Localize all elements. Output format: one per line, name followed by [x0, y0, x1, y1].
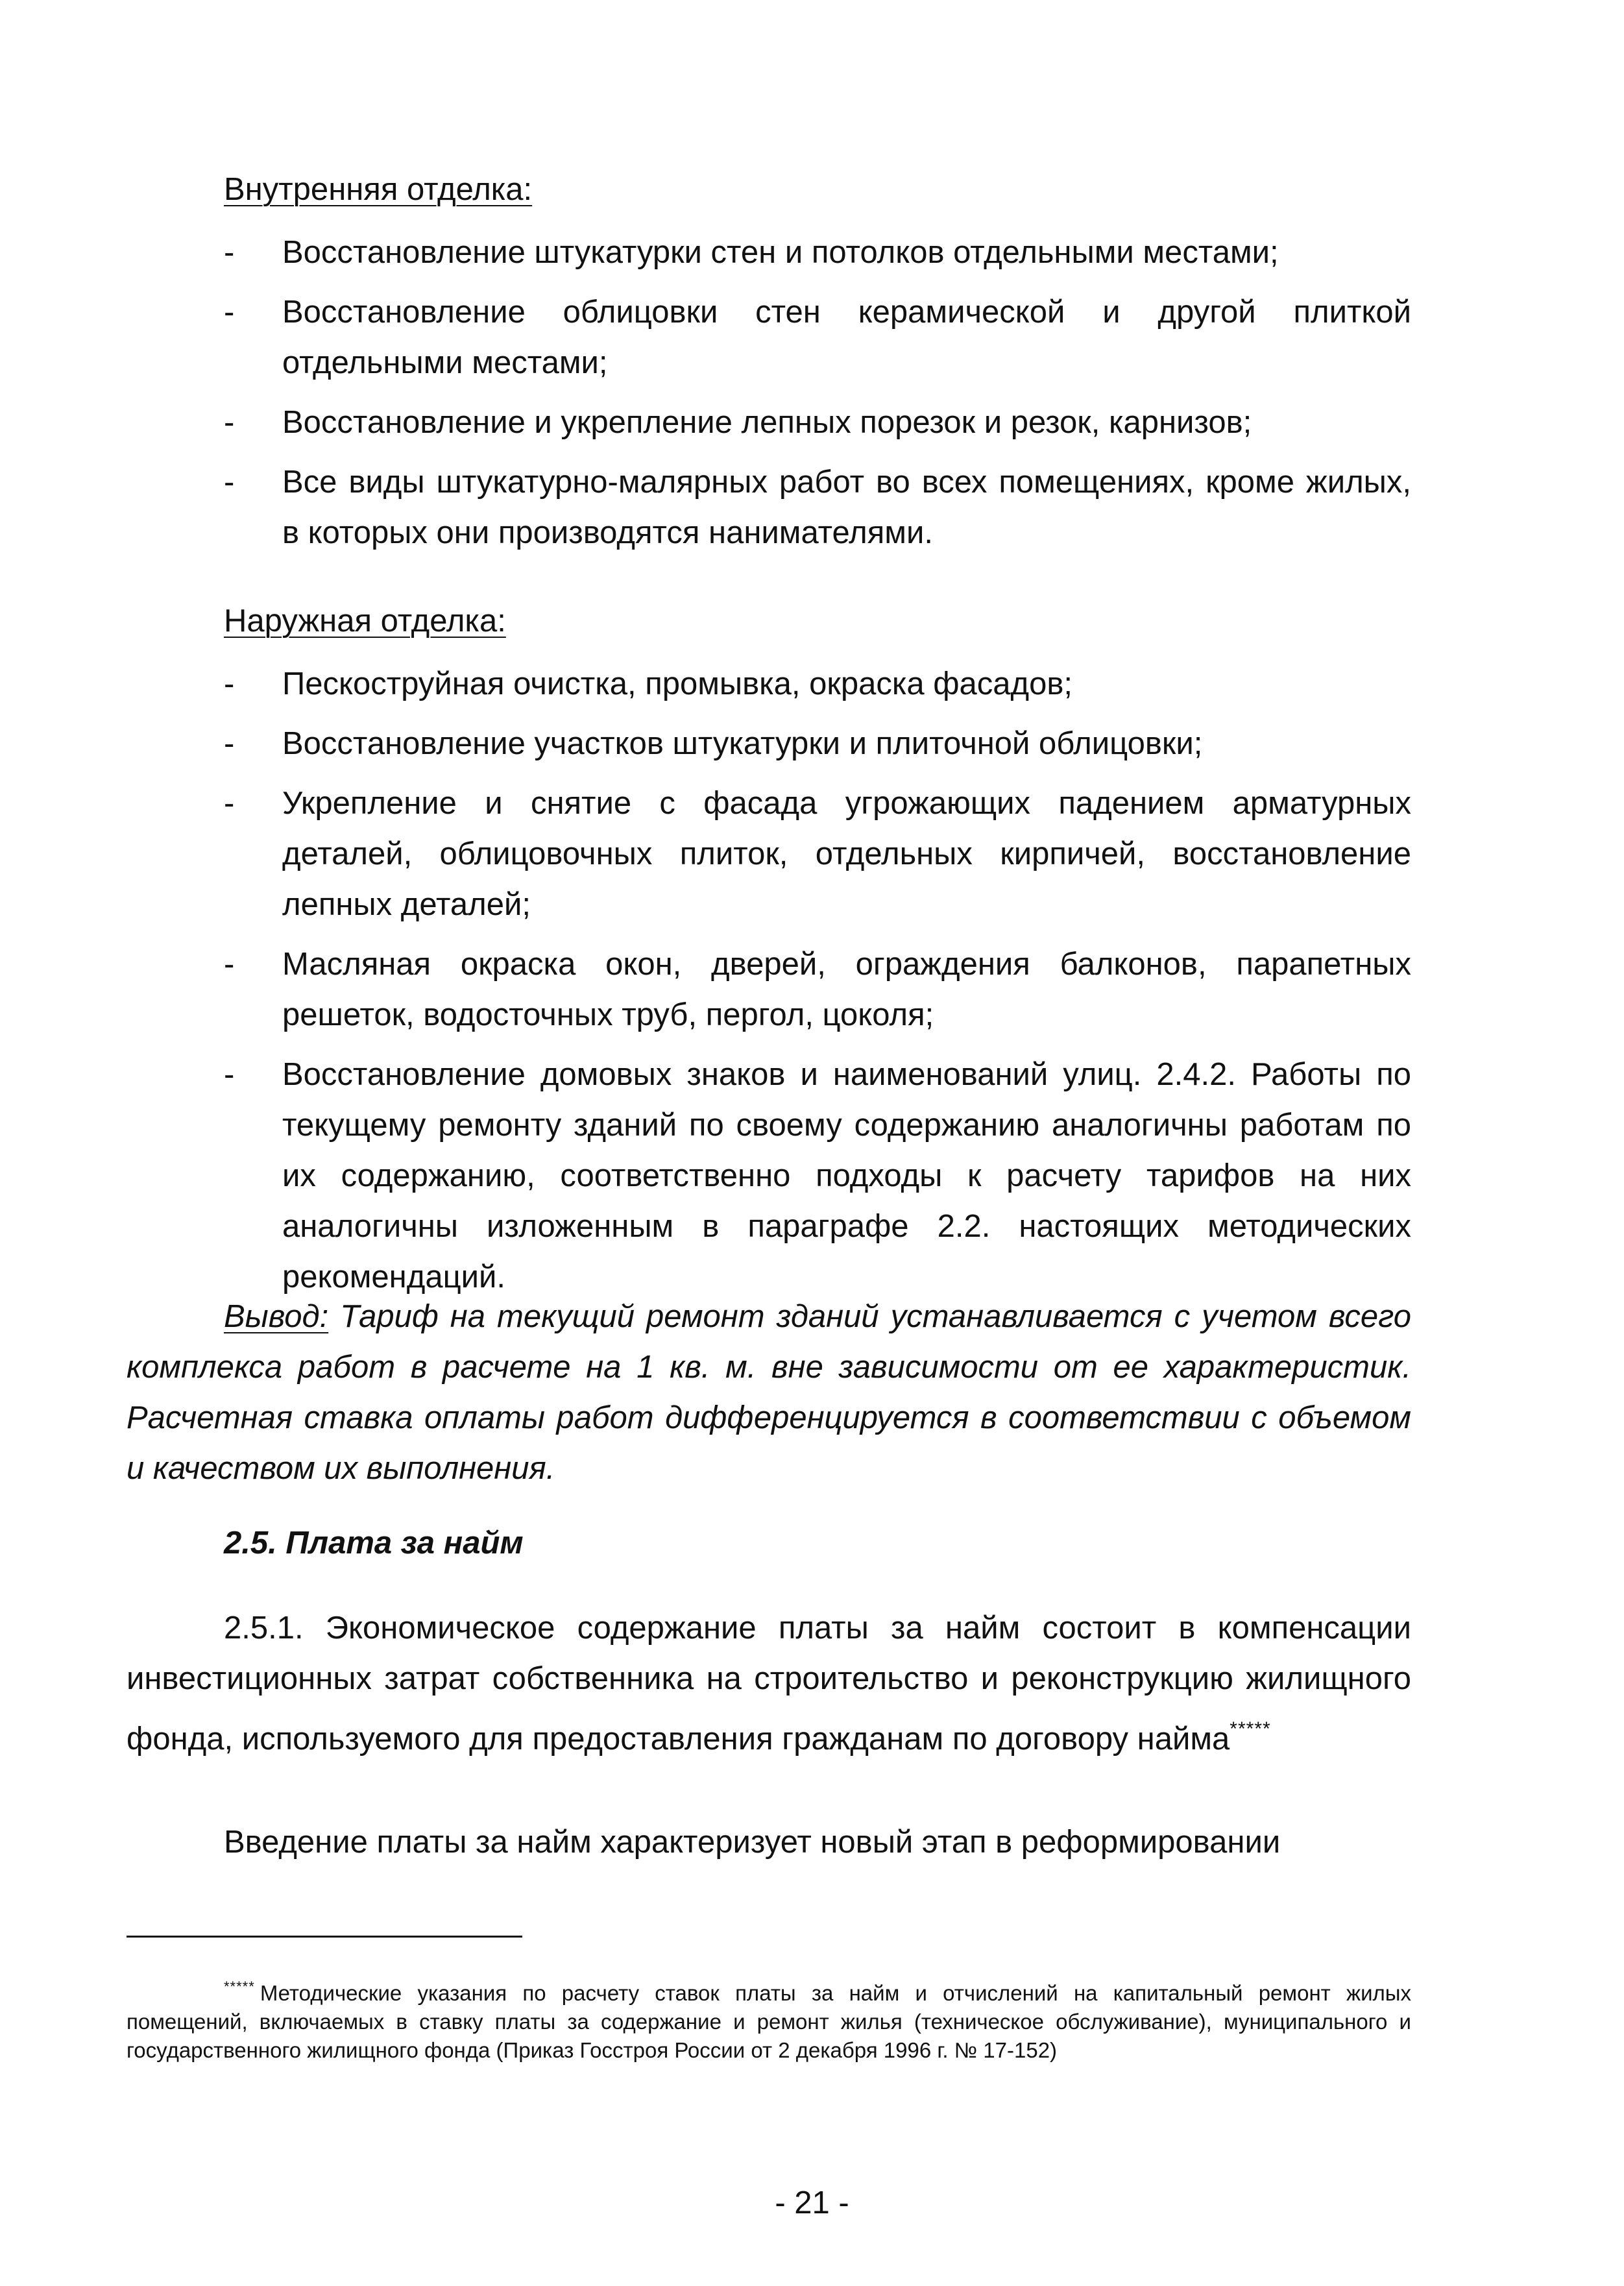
page-number: - 21 -: [775, 2185, 849, 2220]
list-item: [224, 287, 1411, 388]
conclusion-text: Тариф на текущий ремонт зданий устанавливается с учетом всего комплекса работ в расчете на 1 кв. м. вне зависимости от ее характеристик. Расчетная ставка оплаты работ дифференцируется в соответствии с объемом и качеством их выполнения.: [127, 1299, 1411, 1486]
list-item-text: Масляная окраска окон, дверей, ограждения балконов, парапетных решеток, водосточных труб, пергол, цоколя;: [282, 947, 1411, 1032]
conclusion-paragraph: [127, 1291, 1411, 1494]
dash-bullet: -: [224, 1057, 235, 1092]
dash-bullet: -: [224, 947, 235, 982]
paragraph-text: 2.5.1. Экономическое содержание платы за найм состоит в компенсации инвестиционных затрат собственника на строительство и реконструкцию жилищного фонда, используемого для предоставления гражданам по договору найма: [127, 1611, 1411, 1757]
internal-finishing-heading: Внутренняя отделка:: [224, 172, 533, 207]
external-finishing-heading: Наружная отделка:: [224, 603, 506, 638]
list-item: [224, 1049, 1411, 1302]
external-finishing-list: [224, 659, 1411, 1302]
list-item: [224, 778, 1411, 930]
list-item: [224, 457, 1411, 558]
dash-bullet: -: [224, 666, 235, 701]
list-item: [224, 659, 1411, 709]
list-item: [224, 397, 1411, 448]
dash-bullet: -: [224, 295, 235, 330]
list-item-text: Восстановление домовых знаков и наименований улиц. 2.4.2. Работы по текущему ремонту зданий по своему содержанию аналогичны работам по их содержанию, соответственно подходы к расчету тарифов на них аналогичны изложенным в параграфе 2.2. настоящих методических рекомендаций.: [282, 1057, 1411, 1295]
footnote-reference: *****: [1230, 1718, 1271, 1740]
dash-bullet: -: [224, 235, 235, 270]
list-item-text: Восстановление участков штукатурки и плиточной облицовки;: [282, 726, 1203, 761]
footnote: [127, 1973, 1411, 2065]
footnote-mark: *****: [224, 1978, 255, 1995]
dash-bullet: -: [224, 405, 235, 440]
dash-bullet: -: [224, 726, 235, 761]
list-item: [224, 227, 1411, 278]
list-item-text: Все виды штукатурно-малярных работ во всех помещениях, кроме жилых, в которых они производятся нанимателями.: [282, 465, 1411, 550]
dash-bullet: -: [224, 786, 235, 821]
list-item-text: Пескоструйная очистка, промывка, окраска фасадов;: [282, 666, 1073, 701]
internal-finishing-list: [224, 227, 1411, 558]
list-item: [224, 718, 1411, 769]
list-item-text: Восстановление и укрепление лепных порезок и резок, карнизов;: [282, 405, 1252, 440]
paragraph-2-5-1: [127, 1603, 1411, 1764]
dash-bullet: -: [224, 465, 235, 500]
paragraph-text: Введение платы за найм характеризует новый этап в реформировании: [224, 1825, 1281, 1860]
conclusion-label: Вывод:: [224, 1299, 329, 1334]
list-item-text: Укрепление и снятие с фасада угрожающих падением арматурных деталей, облицовочных плиток, отдельных кирпичей, восстановление лепных деталей;: [282, 786, 1411, 922]
list-item: [224, 939, 1411, 1040]
footnote-text: Методические указания по расчету ставок платы за найм и отчислений на капитальный ремонт жилых помещений, включаемых в ставку платы за содержание и ремонт жилья (техническое обслуживание), муниципального и государственного жилищного фонда (Приказ Госстроя России от 2 декабря 1996 г. № 17-152): [127, 1981, 1411, 2062]
footnote-divider: [127, 1936, 522, 1938]
list-item-text: Восстановление штукатурки стен и потолков отдельными местами;: [282, 235, 1279, 270]
section-title: 2.5. Плата за найм: [224, 1526, 524, 1561]
list-item-text: Восстановление облицовки стен керамической и другой плиткой отдельными местами;: [282, 295, 1411, 380]
paragraph-intro-rent: [127, 1817, 1411, 1867]
